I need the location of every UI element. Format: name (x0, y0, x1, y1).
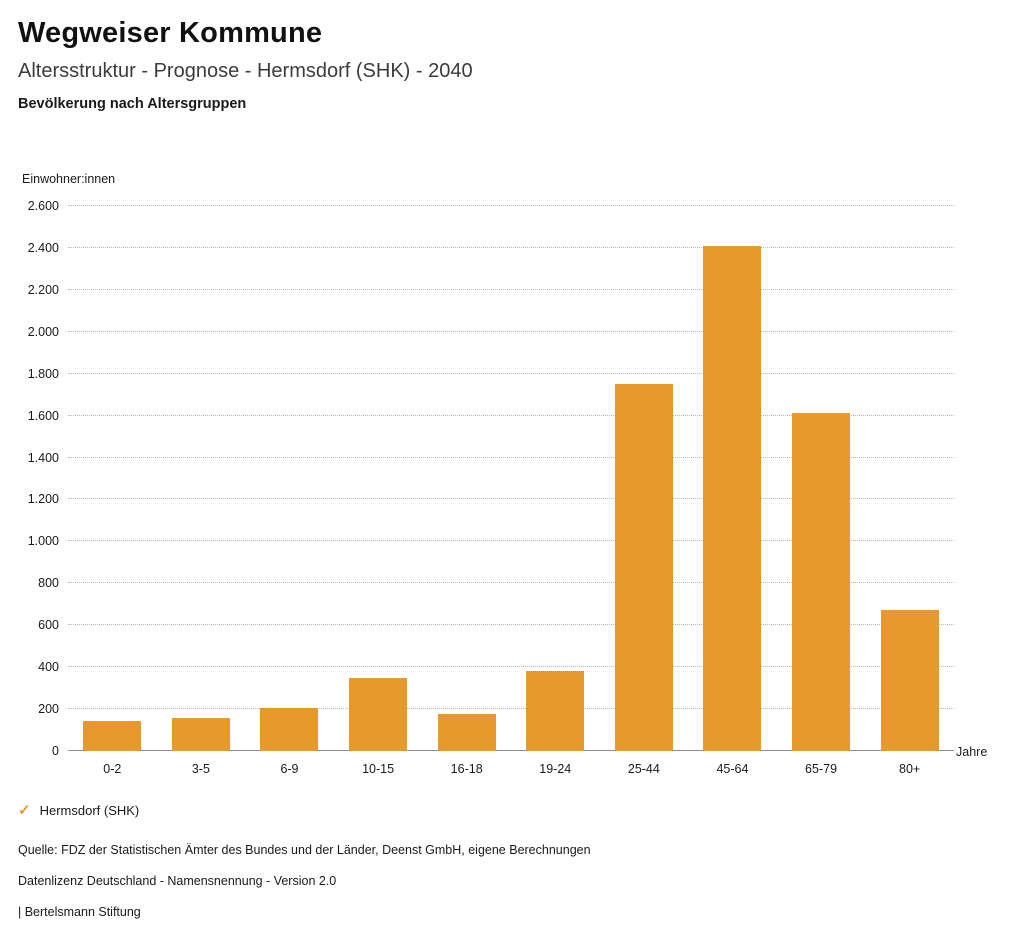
bar-group (600, 206, 689, 776)
y-axis-tick-label: 1.200 (27, 492, 59, 507)
y-axis-tick-label: 200 (38, 702, 59, 717)
y-axis-tick-label: 1.600 (27, 408, 59, 423)
x-axis-tick-label: 3-5 (191, 762, 210, 776)
publisher-note: | Bertelsmann Stiftung (18, 905, 141, 919)
x-axis-tick-label: 10-15 (362, 762, 395, 776)
chart-caption: Bevölkerung nach Altersgruppen (18, 95, 247, 112)
source-note: Quelle: FDZ der Statistischen Ämter des Bundes und der Länder, Deenst GmbH, eigene Berechnungen (18, 843, 591, 857)
bar-group (334, 206, 423, 776)
bar-group (422, 206, 511, 776)
chart-container (0, 160, 1024, 780)
bar[interactable] (526, 671, 584, 751)
bar-group (865, 206, 954, 776)
plot-area (0, 196, 1024, 776)
bar[interactable] (83, 721, 141, 751)
footer (18, 843, 998, 920)
bar-group (157, 206, 246, 776)
bar[interactable] (260, 708, 318, 751)
y-axis-tick-label: 0 (52, 744, 59, 758)
y-axis-tick-label: 400 (38, 660, 59, 675)
y-axis-title: Einwohner:innen (22, 172, 116, 186)
y-axis-tick-label: 2.200 (27, 282, 59, 297)
x-axis-tick-label: 25-44 (627, 762, 660, 776)
x-axis-tick-label: 65-79 (805, 762, 838, 776)
y-axis-tick-label: 1.800 (27, 366, 59, 381)
bar[interactable] (172, 718, 230, 751)
bar-series (68, 206, 954, 776)
bar[interactable] (792, 413, 850, 751)
x-axis-tick-label: 16-18 (450, 762, 483, 776)
y-axis-tick-label: 600 (38, 618, 59, 633)
plot-box (27, 199, 954, 776)
y-axis-tick-label: 1.400 (27, 450, 59, 465)
bar-group (511, 206, 600, 776)
y-axis-tick-label: 2.600 (27, 199, 59, 213)
y-axis-tick-label: 2.000 (27, 324, 59, 339)
x-axis-tick-label: 45-64 (716, 762, 749, 776)
y-axis-tick-label: 1.000 (27, 534, 59, 549)
x-axis-title: Jahre (956, 745, 988, 759)
x-axis-tick-label: 0-2 (103, 762, 122, 776)
check-icon: ✓ (18, 802, 31, 819)
bar-group (777, 206, 866, 776)
bar[interactable] (703, 246, 761, 751)
chart-subtitle: Altersstruktur - Prognose - Hermsdorf (SHK) - 2040 (18, 59, 473, 82)
bar[interactable] (438, 714, 496, 751)
bar-group (688, 206, 777, 776)
y-axis-tick-label: 2.400 (27, 240, 59, 255)
bar-group (68, 206, 157, 776)
page-title: Wegweiser Kommune (18, 17, 323, 49)
bar[interactable] (349, 678, 407, 751)
bar[interactable] (615, 384, 673, 751)
legend-item-label: Hermsdorf (SHK) (39, 803, 140, 818)
page-header (18, 18, 998, 113)
y-axis-tick-label: 800 (38, 576, 59, 591)
bar[interactable] (881, 610, 939, 751)
bar-group (245, 206, 334, 776)
x-axis-tick-label: 19-24 (539, 762, 572, 776)
x-axis-tick-label: 80+ (899, 762, 921, 776)
chart-legend[interactable] (18, 803, 139, 818)
x-axis-tick-label: 6-9 (280, 762, 299, 776)
license-note: Datenlizenz Deutschland - Namensnennung - Version 2.0 (18, 874, 337, 888)
